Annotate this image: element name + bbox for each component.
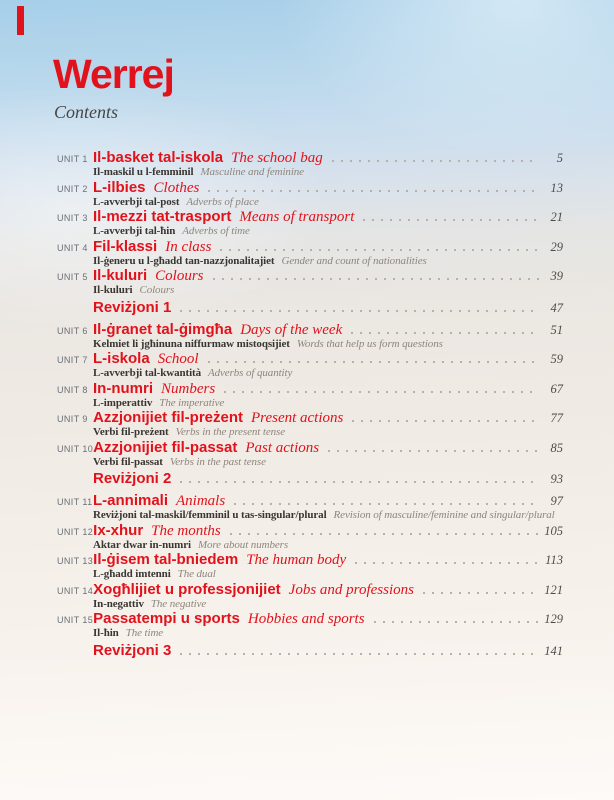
toc-entry-sub-line — [93, 426, 563, 440]
page-number: 141 — [544, 643, 563, 658]
unit-subtitle-english: Adverbs of place — [186, 195, 259, 208]
unit-number-label: UNIT 11 — [57, 497, 93, 507]
unit-number-label: UNIT 5 — [57, 272, 88, 282]
unit-number-label: UNIT 9 — [57, 414, 88, 424]
unit-number-label: UNIT 3 — [57, 213, 88, 223]
page-number: 77 — [550, 411, 563, 425]
unit-subtitle-maltese: Il-ħin — [93, 627, 119, 639]
dot-leader — [328, 450, 539, 452]
unit-subtitle-english: The imperative — [159, 396, 225, 409]
toc-entry-main-line — [57, 410, 563, 426]
toc-entry — [57, 582, 563, 612]
toc-entry-sub-line — [93, 255, 563, 269]
unit-title-maltese: L-annimali — [93, 492, 169, 509]
toc-entry-main-line — [57, 493, 563, 509]
page-number: 39 — [550, 269, 563, 283]
unit-title-maltese: In-numri — [93, 379, 153, 397]
page-number: 29 — [550, 239, 563, 254]
unit-title-english: The human body — [246, 552, 347, 568]
toc-entry-sub-line — [93, 196, 563, 210]
unit-subtitle-maltese: Kelmiet li jgħinuna niffurmaw mistoqsijiet — [93, 337, 290, 350]
unit-number-label: UNIT 4 — [57, 242, 88, 253]
toc-entry-sub-line — [93, 397, 563, 411]
unit-title-maltese: Il-ġisem tal-bniedem — [93, 551, 239, 568]
toc-entry-sub-line — [93, 367, 563, 381]
unit-subtitle-maltese: L-għadd imtenni — [93, 568, 171, 580]
unit-number-label: UNIT 14 — [57, 585, 94, 596]
unit-title-maltese: L-ilbies — [93, 178, 146, 196]
unit-number-label: UNIT 13 — [57, 556, 94, 566]
dot-leader — [332, 160, 539, 162]
toc-entry-sub-line — [93, 568, 563, 582]
unit-title-maltese: Azzjonijiet fil-passat — [93, 438, 238, 456]
page-number: 129 — [544, 612, 563, 626]
dot-leader — [208, 190, 539, 192]
dot-leader — [423, 592, 538, 594]
dot-leader — [213, 278, 539, 280]
toc-entry — [57, 552, 563, 582]
toc-entry — [57, 381, 563, 411]
toc-entry-sub-line — [93, 338, 563, 352]
unit-title-english: Numbers — [161, 380, 216, 397]
page-subtitle: Contents — [54, 102, 119, 122]
page-number: 67 — [550, 381, 563, 396]
unit-subtitle-maltese: Verbi fil-preżent — [93, 426, 169, 438]
toc-entry-main-line — [57, 268, 563, 284]
dot-leader — [234, 503, 539, 505]
page-number: 13 — [550, 180, 563, 195]
unit-subtitle-maltese: In-negattiv — [93, 597, 144, 610]
toc-entry — [57, 322, 563, 352]
toc-entry-sub-line — [93, 456, 563, 470]
unit-subtitle-maltese: Il-kuluri — [93, 284, 133, 296]
dot-leader — [374, 621, 539, 623]
unit-title-maltese: Passatempi u sports — [93, 610, 240, 627]
revision-title: Reviżjoni 1 — [93, 298, 172, 316]
unit-subtitle-maltese: Reviżjoni tal-maskil/femminil u tas-singular/plural — [93, 509, 327, 521]
revision-title: Reviżjoni 3 — [93, 641, 172, 659]
unit-title-maltese: Il-mezzi tat-trasport — [93, 208, 232, 225]
toc-entry — [57, 268, 563, 298]
page-number: 113 — [545, 553, 563, 567]
page-number: 21 — [550, 210, 563, 224]
unit-subtitle-english: Verbs in the present tense — [175, 426, 286, 438]
toc-entry-sub-line — [93, 627, 563, 641]
toc-entry — [57, 351, 563, 381]
unit-title-english: Jobs and professions — [288, 581, 414, 598]
toc-entry-main-line — [57, 440, 563, 456]
unit-number-label: UNIT 7 — [57, 355, 88, 365]
unit-subtitle-maltese: Il-ġeneru u l-għadd tan-nazzjonalitajiet — [93, 254, 275, 267]
toc-entry — [57, 440, 563, 470]
unit-title-english: In class — [165, 238, 212, 255]
page-title: Werrej — [53, 51, 174, 97]
unit-subtitle-maltese: Aktar dwar in-numri — [93, 538, 191, 551]
unit-title-english: Colours — [155, 268, 204, 284]
dot-leader — [355, 562, 539, 564]
dot-leader — [180, 481, 539, 483]
page-number: 85 — [550, 440, 563, 455]
unit-subtitle-english: Words that help us form questions — [296, 337, 443, 350]
red-corner-tab — [17, 6, 24, 35]
toc-entry-main-line — [57, 552, 563, 568]
toc-entry — [57, 493, 563, 523]
revision-title: Reviżjoni 2 — [93, 470, 172, 487]
unit-subtitle-english: Revision of masculine/feminine and singular/plural — [333, 509, 555, 521]
unit-title-english: Present actions — [251, 410, 344, 426]
toc-entry — [57, 209, 563, 239]
page-number: 97 — [550, 494, 563, 508]
toc-entry-main-line — [57, 523, 563, 539]
unit-subtitle-english: Colours — [139, 284, 175, 296]
unit-number-label: UNIT 2 — [57, 183, 88, 194]
dot-leader — [352, 420, 539, 422]
toc-entry — [57, 180, 563, 210]
unit-title-english: Past actions — [245, 439, 320, 456]
unit-subtitle-english: Masculine and feminine — [200, 166, 304, 178]
unit-title-english: School — [157, 351, 199, 367]
dot-leader — [224, 391, 539, 393]
unit-subtitle-maltese: L-avverbji tal-post — [93, 195, 180, 208]
unit-number-label: UNIT 6 — [57, 325, 88, 336]
unit-title-english: The months — [151, 522, 221, 539]
toc-entry-main-line — [57, 239, 563, 255]
toc-entry-sub-line — [93, 598, 563, 612]
toc-entry-main-line — [57, 209, 563, 225]
unit-title-english: The school bag — [231, 150, 323, 166]
toc-revision-main-line — [93, 643, 563, 659]
unit-subtitle-english: Verbs in the past tense — [169, 455, 266, 468]
toc-entry-main-line — [57, 381, 563, 397]
unit-title-maltese: Azzjonijiet fil-preżent — [93, 409, 243, 426]
unit-subtitle-maltese: Il-maskil u l-femminil — [93, 166, 194, 178]
toc-entry-main-line — [57, 322, 563, 338]
unit-title-maltese: Ix-xhur — [93, 521, 144, 539]
unit-number-label: UNIT 1 — [57, 154, 88, 164]
table-of-contents — [57, 150, 563, 665]
unit-subtitle-maltese: L-avverbji tal-ħin — [93, 225, 176, 237]
unit-subtitle-english: Gender and count of nationalities — [281, 254, 427, 267]
page-number: 93 — [550, 472, 563, 486]
toc-entry-sub-line — [93, 166, 563, 180]
unit-subtitle-maltese: L-avverbji tal-kwantità — [93, 367, 201, 379]
dot-leader — [351, 332, 539, 334]
unit-title-maltese: Fil-klassi — [93, 237, 158, 255]
unit-title-maltese: Il-basket tal-iskola — [93, 149, 224, 166]
dot-leader — [230, 533, 538, 535]
unit-title-english: Clothes — [153, 179, 200, 196]
page-number: 51 — [550, 322, 563, 337]
unit-number-label: UNIT 10 — [57, 443, 94, 454]
unit-subtitle-english: Adverbs of quantity — [208, 367, 293, 379]
unit-title-maltese: L-iskola — [93, 350, 150, 367]
toc-revision-main-line — [93, 300, 563, 316]
unit-number-label: UNIT 8 — [57, 384, 88, 395]
dot-leader — [220, 249, 539, 251]
dot-leader — [363, 219, 539, 221]
dot-leader — [208, 361, 539, 363]
toc-entry-main-line — [57, 351, 563, 367]
toc-entry — [57, 523, 563, 553]
unit-title-english: Animals — [176, 493, 226, 509]
unit-title-maltese: Il-ġranet tal-ġimgħa — [93, 320, 233, 338]
page-header — [53, 51, 174, 123]
toc-entry — [57, 611, 563, 641]
unit-number-label: UNIT 12 — [57, 526, 94, 537]
unit-title-english: Means of transport — [239, 209, 355, 225]
page-number: 59 — [550, 352, 563, 366]
dot-leader — [180, 653, 538, 655]
unit-subtitle-english: The time — [125, 627, 164, 639]
page-number: 105 — [544, 523, 563, 538]
toc-entry — [57, 410, 563, 440]
toc-revision-main-line — [93, 471, 563, 487]
unit-subtitle-maltese: Verbi fil-passat — [93, 455, 163, 468]
dot-leader — [180, 310, 539, 312]
toc-revision-entry — [57, 300, 563, 316]
toc-entry-sub-line — [93, 284, 563, 298]
unit-number-label: UNIT 15 — [57, 615, 94, 625]
unit-title-maltese: Il-kuluri — [93, 267, 148, 284]
toc-entry-main-line — [57, 611, 563, 627]
toc-revision-entry — [57, 643, 563, 659]
unit-subtitle-english: The negative — [150, 597, 207, 610]
toc-entry-sub-line — [93, 509, 563, 523]
unit-title-english: Hobbies and sports — [247, 611, 365, 627]
unit-title-english: Days of the week — [240, 321, 343, 338]
toc-revision-entry — [57, 471, 563, 487]
toc-entry-main-line — [57, 180, 563, 196]
page-number: 47 — [550, 300, 563, 315]
toc-entry-main-line — [57, 582, 563, 598]
unit-subtitle-maltese: L-imperattiv — [93, 396, 153, 409]
page-number: 5 — [556, 151, 563, 165]
unit-subtitle-english: Adverbs of time — [182, 225, 250, 237]
toc-entry-sub-line — [93, 225, 563, 239]
page-number: 121 — [544, 582, 563, 597]
toc-entry — [57, 150, 563, 180]
unit-subtitle-english: The dual — [177, 568, 216, 580]
toc-entry-main-line — [57, 150, 563, 166]
toc-entry-sub-line — [93, 539, 563, 553]
unit-subtitle-english: More about numbers — [197, 538, 288, 551]
toc-entry — [57, 239, 563, 269]
unit-title-maltese: Xogħlijiet u professjonijiet — [93, 580, 281, 598]
